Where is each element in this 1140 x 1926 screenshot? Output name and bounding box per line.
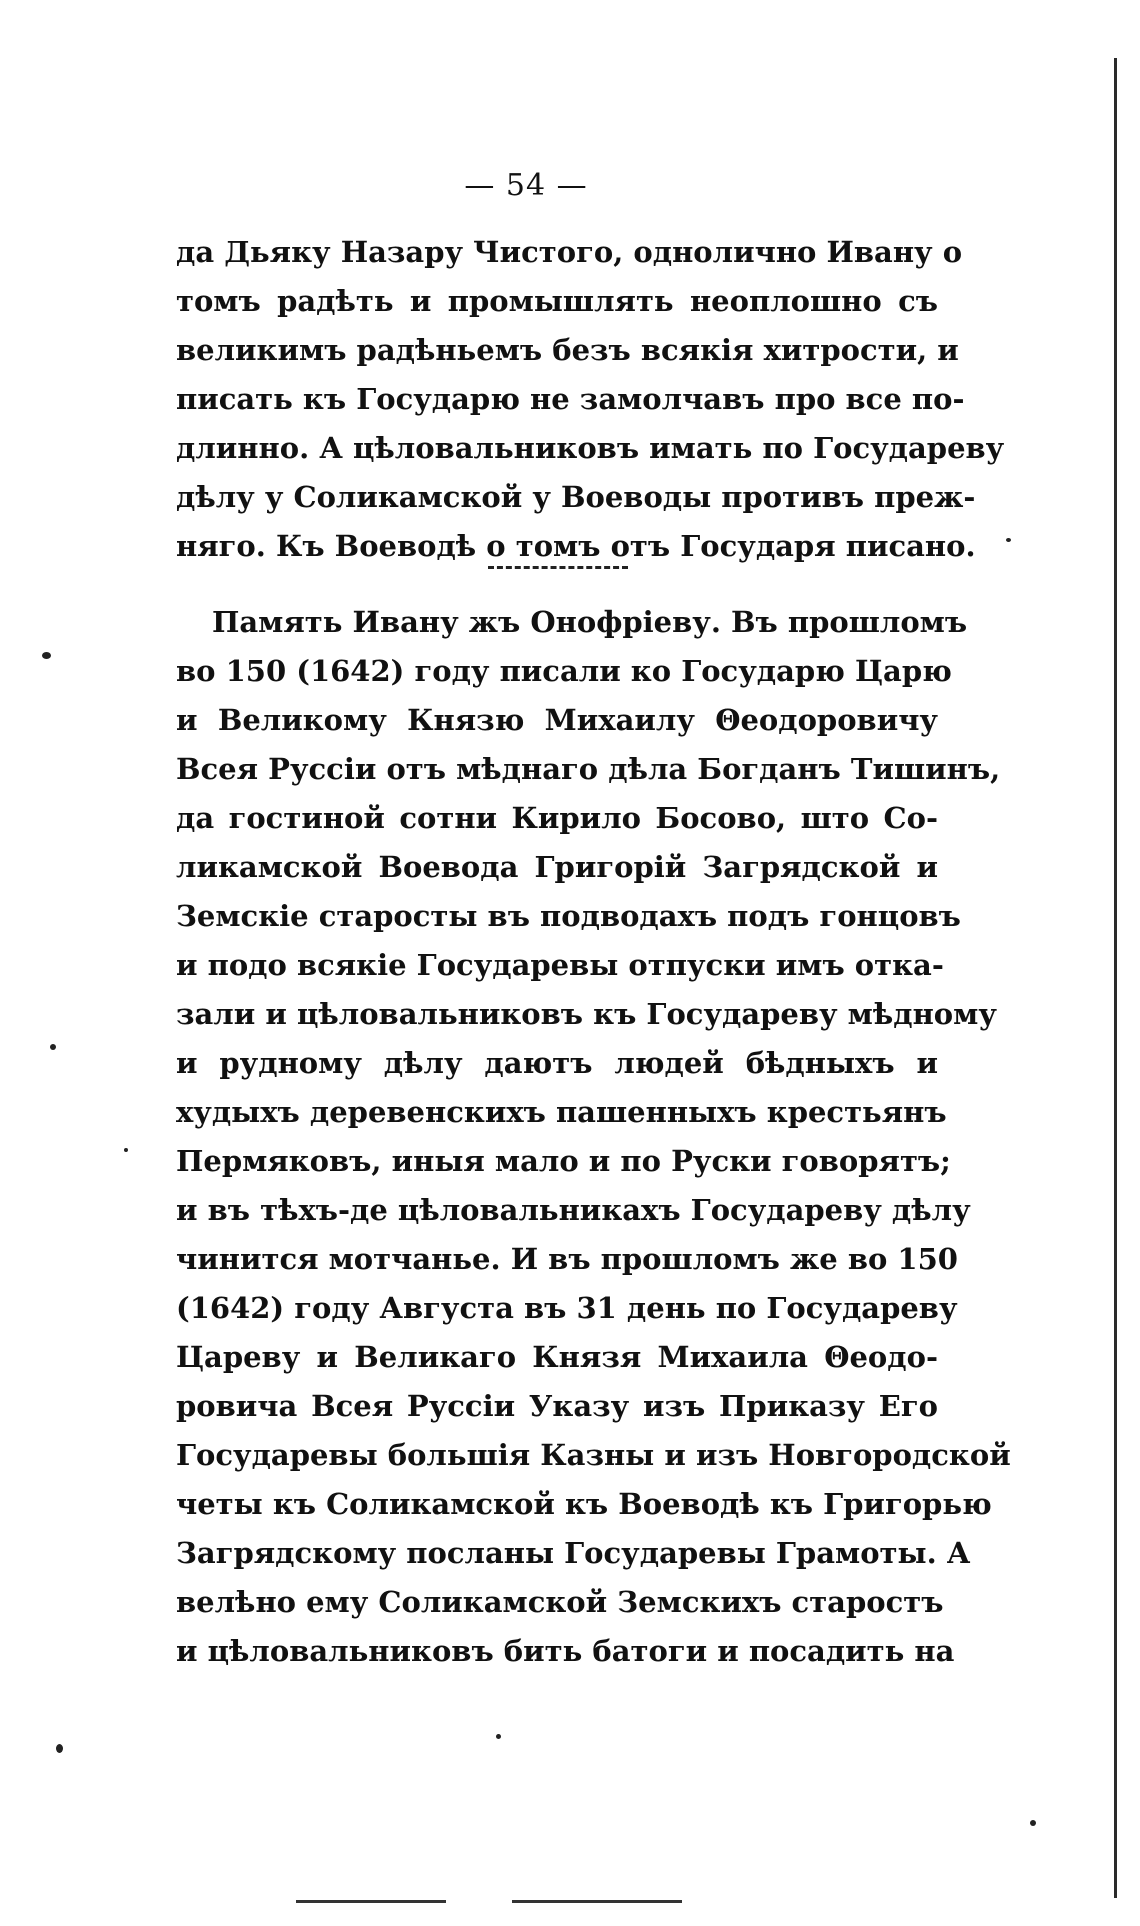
text-line: и подо всякіе Государевы отпуски имъ отка- (176, 948, 944, 982)
scan-speck (124, 1148, 128, 1152)
text-line: и въ тѣхъ-де цѣловальникахъ Государеву дѣлу (176, 1193, 971, 1227)
text-line: няго. Къ Воеводѣ о томъ отъ Государя писано. (176, 529, 976, 563)
text-line: зали и цѣловальниковъ къ Государеву мѣдному (176, 997, 997, 1031)
scan-speck (1030, 1820, 1036, 1826)
text-line: во 150 (1642) году писали ко Государю Царю (176, 654, 952, 688)
paragraph-1 (176, 228, 1005, 571)
text-line: чинится мотчанье. И въ прошломъ же во 150 (176, 1242, 958, 1276)
scan-speck (42, 652, 51, 659)
text-line: Память Ивану жъ Онофріеву. Въ прошломъ (212, 605, 968, 639)
text-line: ликамской Воевода Григорій Загрядской и (176, 850, 938, 884)
scan-speck (1006, 538, 1011, 542)
text-line: велѣно ему Соликамской Земскихъ старостъ (176, 1585, 944, 1619)
scan-speck (56, 1744, 63, 1753)
text-line: Всея Руссіи отъ мѣднаго дѣла Богданъ Тишинъ, (176, 752, 1001, 786)
text-line: да Дьяку Назару Чистого, одноличнo Ивану о (176, 235, 963, 269)
scan-speck (50, 1044, 56, 1050)
text-line: (1642) году Августа въ 31 день по Государеву (176, 1291, 958, 1325)
text-line: Государевы большія Казны и изъ Новгородской (176, 1438, 1011, 1472)
text-line: Пермяковъ, иныя мало и по Руски говорятъ; (176, 1144, 951, 1178)
text-line: длинно. А цѣловальниковъ имать по Государеву (176, 431, 1005, 465)
page-number: — 54 — (464, 168, 588, 203)
text-line: и Великому Князю Михаилу Θеодоровичу (176, 703, 938, 737)
text-line: дѣлу у Соликамской у Воеводы противъ преж- (176, 480, 976, 514)
text-line: писать къ Государю не замолчавъ про все по- (176, 382, 965, 416)
footer-rule-right (512, 1900, 682, 1903)
text-line: четы къ Соликамской къ Воеводѣ къ Григорью (176, 1487, 992, 1521)
text-line: да гостиной сотни Кирило Босово, што Со- (176, 801, 938, 835)
text-line: ровича Всея Руссіи Указу изъ Приказу Его (176, 1389, 938, 1423)
text-line: томъ радѣть и промышлять неоплошно съ (176, 284, 938, 318)
text-line: Цареву и Великаго Князя Михаила Θеодо- (176, 1340, 938, 1374)
section-separator (488, 566, 628, 569)
footer-rule-left (296, 1900, 446, 1903)
text-line: и рудному дѣлу даютъ людей бѣдныхъ и (176, 1046, 938, 1080)
text-line: Загрядскому посланы Государевы Грамоты. А (176, 1536, 971, 1570)
scan-speck (496, 1734, 501, 1739)
paragraph-2 (176, 598, 1011, 1676)
text-line: Земскіе старосты въ подводахъ подъ гонцовъ (176, 899, 961, 933)
text-line: и цѣловальниковъ бить батоги и посадить на (176, 1634, 955, 1668)
text-line: худыхъ деревенскихъ пашенныхъ крестьянъ (176, 1095, 947, 1129)
text-line: великимъ радѣньемъ безъ всякія хитрости, и (176, 333, 959, 367)
page-edge-rule (1114, 58, 1117, 1898)
